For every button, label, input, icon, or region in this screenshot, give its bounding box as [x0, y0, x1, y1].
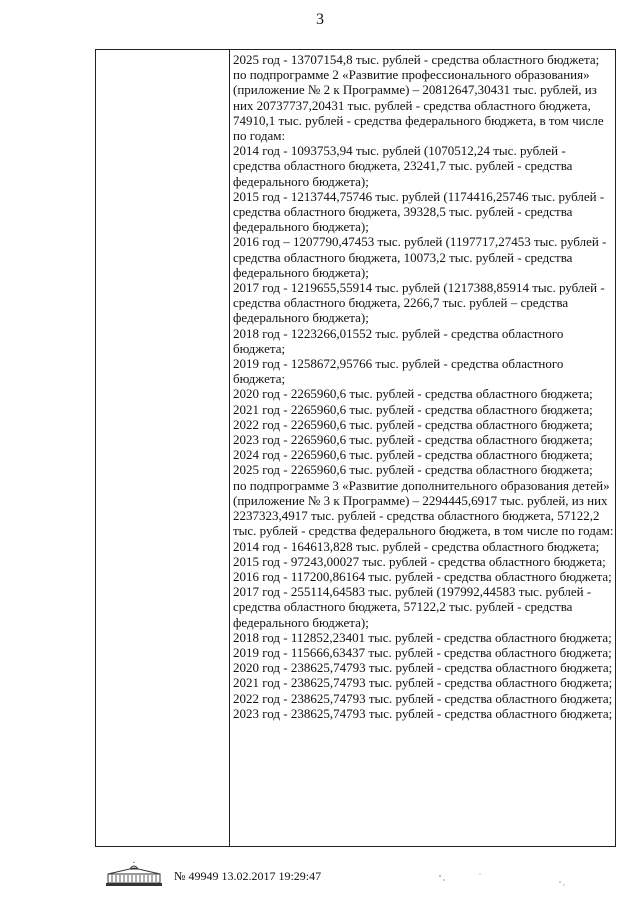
- funding-line: 2020 год - 238625,74793 тыс. рублей - средства областного бюджета;: [233, 660, 613, 676]
- funding-line: 2023 год - 238625,74793 тыс. рублей - средства областного бюджета;: [233, 705, 613, 721]
- funding-line: 2021 год - 2265960,6 тыс. рублей - средства областного бюджета;: [233, 401, 593, 417]
- funding-line: 2016 год – 1207790,47453 тыс. рублей (1197717,27453 тыс. рублей - средства областного бюджета, 10073,2 тыс. рублей - средства федерального бюджета);: [233, 234, 607, 280]
- funding-line: 2015 год - 1213744,75746 тыс. рублей (1174416,25746 тыс. рублей - средства областного бюджета, 39328,5 тыс. рублей - средства федерального бюджета);: [233, 188, 605, 235]
- funding-line: 2024 год - 2265960,6 тыс. рублей - средства областного бюджета;: [233, 447, 593, 463]
- program-funding-table: [95, 49, 616, 847]
- document-registration-id: № 49949 13.02.2017 19:29:47: [174, 869, 322, 883]
- page-footer: [104, 862, 404, 888]
- funding-line: 2025 год - 13707154,8 тыс. рублей - средства областного бюджета;: [233, 52, 600, 67]
- funding-line: 2019 год - 115666,63437 тыс. рублей - средства областного бюджета;: [233, 644, 612, 660]
- funding-text-cell: [233, 52, 614, 721]
- funding-line: 2018 год - 112852,23401 тыс. рублей - средства областного бюджета;: [233, 629, 612, 645]
- funding-line: 2015 год - 97243,00027 тыс. рублей - средства областного бюджета;: [233, 553, 606, 569]
- government-building-logo: [104, 862, 164, 888]
- funding-line: 2017 год - 1219655,55914 тыс. рублей (1217388,85914 тыс. рублей - средства областного бюджета, 2266,7 тыс. рублей – средства федерального бюджета);: [233, 280, 605, 326]
- funding-line: 2014 год - 1093753,94 тыс. рублей (1070512,24 тыс. рублей - средства областного бюджета, 23241,7 тыс. рублей - средства федерального бюджета);: [233, 143, 573, 189]
- funding-line: по подпрограмме 3 «Развитие дополнительного образования детей» (приложение № 3 к Программе) – 2294445,6917 тыс. рублей, из них 2237323,4917 тыс. рублей - средства областного бюджета, 57122,2 тыс. рублей - средства федерального бюджета, в том числе по годам:: [233, 477, 614, 539]
- funding-line: по подпрограмме 2 «Развитие профессионального образования» (приложение № 2 к Программе) – 20812647,30431 тыс. рублей, из них 20737737,20431 тыс. рублей - средства областного бюджета, 74910,1 тыс. рублей - средства федерального бюджета, в том числе по годам:: [233, 67, 604, 144]
- funding-line: 2021 год - 238625,74793 тыс. рублей - средства областного бюджета;: [233, 675, 613, 691]
- scan-specks: [430, 870, 590, 890]
- funding-line: 2020 год - 2265960,6 тыс. рублей - средства областного бюджета;: [233, 386, 593, 402]
- funding-line: 2022 год - 238625,74793 тыс. рублей - средства областного бюджета;: [233, 690, 613, 706]
- funding-line: 2016 год - 117200,86164 тыс. рублей - средства областного бюджета;: [233, 568, 612, 584]
- funding-line: 2023 год - 2265960,6 тыс. рублей - средства областного бюджета;: [233, 432, 593, 448]
- page-number: 3: [316, 11, 324, 28]
- funding-line: 2022 год - 2265960,6 тыс. рублей - средства областного бюджета;: [233, 416, 593, 432]
- column-divider: [229, 50, 230, 846]
- funding-line: 2019 год - 1258672,95766 тыс. рублей - средства областного бюджета;: [233, 356, 564, 387]
- funding-line: 2018 год - 1223266,01552 тыс. рублей - средства областного бюджета;: [233, 325, 564, 356]
- funding-line: 2017 год - 255114,64583 тыс. рублей (197992,44583 тыс. рублей - средства областного бюджета, 57122,2 тыс. рублей - средства федерального бюджета);: [233, 584, 592, 630]
- funding-line: 2014 год - 164613,828 тыс. рублей - средства областного бюджета;: [233, 538, 600, 554]
- funding-line: 2025 год - 2265960,6 тыс. рублей - средства областного бюджета;: [233, 462, 593, 478]
